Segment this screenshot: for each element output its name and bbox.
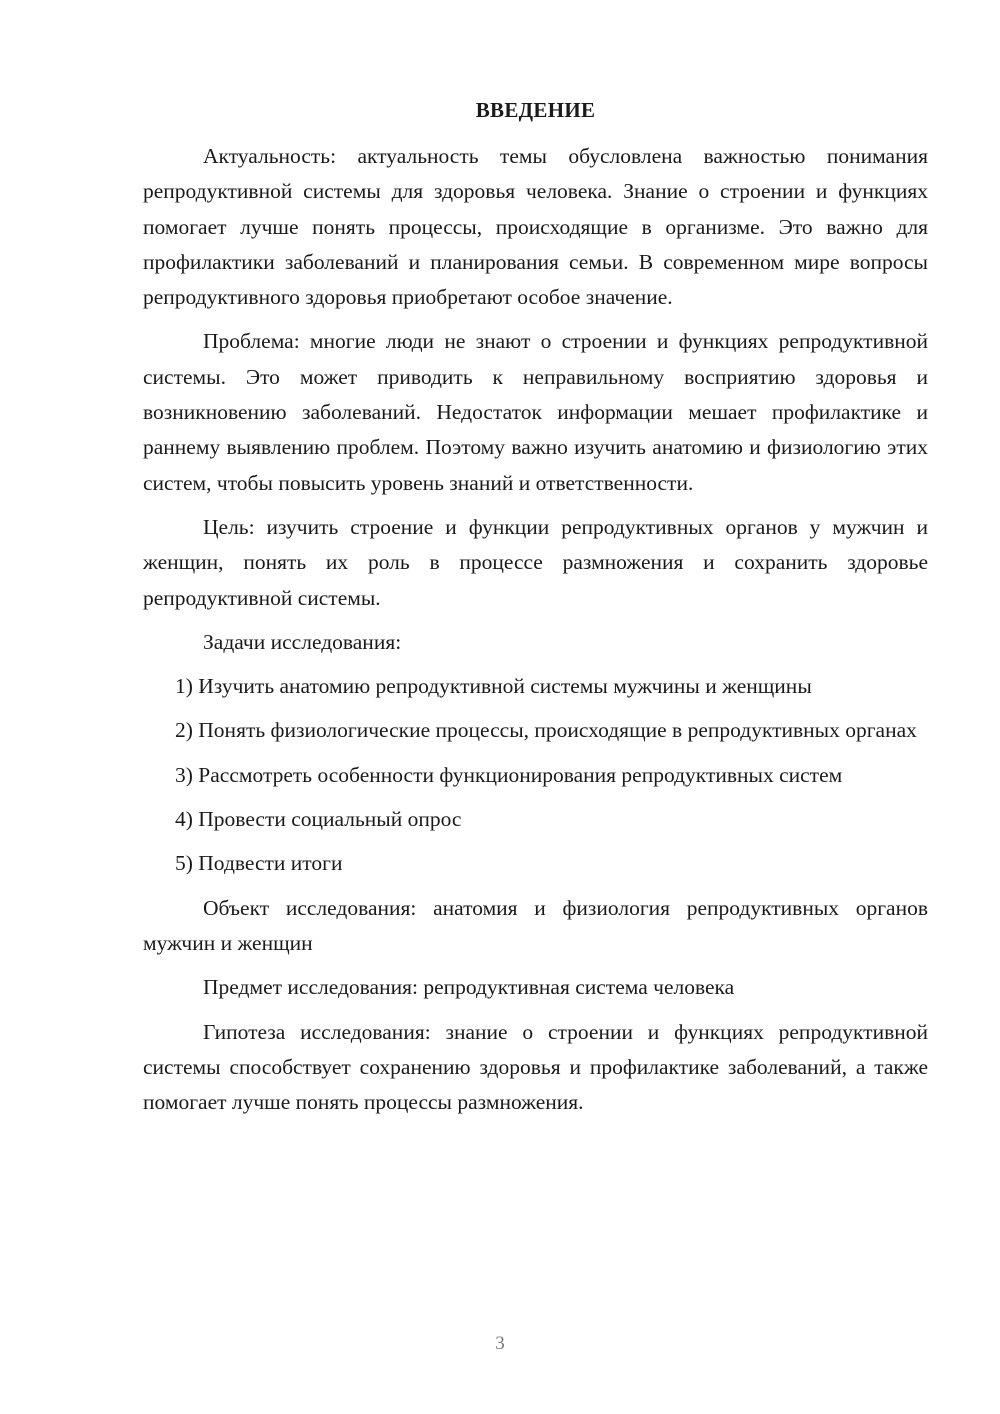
paragraph-hypothesis: Гипотеза исследования: знание о строении и функциях репродуктивной системы способствует сохранению здоровья и профилактике заболеваний, а также помогает лучше понять процессы размножения.: [143, 1019, 928, 1115]
task-item-5: 5) Подвести итоги: [175, 851, 343, 876]
paragraph-problem: Проблема: многие люди не знают о строении и функциях репродуктивной системы. Это может приводить к неправильному восприятию здоровья и возникновению заболеваний. Недостаток информации мешает профилактике и раннему выявлению проблем. Поэтому важно изучить анатомию и физиологию этих систем, чтобы повысить уровень знаний и ответственности.: [143, 329, 928, 495]
task-item-1: 1) Изучить анатомию репродуктивной системы мужчины и женщины: [175, 674, 812, 699]
paragraph-object: Объект исследования: анатомия и физиология репродуктивных органов мужчин и женщин: [143, 895, 928, 955]
task-item-3: 3) Рассмотреть особенности функционирования репродуктивных систем: [175, 762, 843, 787]
section-title: ВВЕДЕНИЕ: [475, 98, 596, 122]
tasks-heading: Задачи исследования:: [203, 629, 402, 654]
task-item-4: 4) Провести социальный опрос: [175, 807, 462, 832]
paragraph-goal: Цель: изучить строение и функции репродуктивных органов у мужчин и женщин, понять их роль в процессе размножения и сохранить здоровье репродуктивной системы.: [143, 514, 928, 610]
page-number: 3: [495, 1333, 505, 1354]
paragraph-subject: Предмет исследования: репродуктивная система человека: [203, 975, 735, 1000]
task-item-2: 2) Понять физиологические процессы, происходящие в репродуктивных органах: [175, 718, 917, 743]
page-content: [143, 95, 928, 1129]
paragraph-actuality: Актуальность: актуальность темы обусловлена важностью понимания репродуктивной системы для здоровья человека. Знание о строении и функциях помогает лучше понять процессы, происходящие в организме. Это важно для профилактики заболеваний и планирования семьи. В современном мире вопросы репродуктивного здоровья приобретают особое значение.: [143, 144, 928, 310]
